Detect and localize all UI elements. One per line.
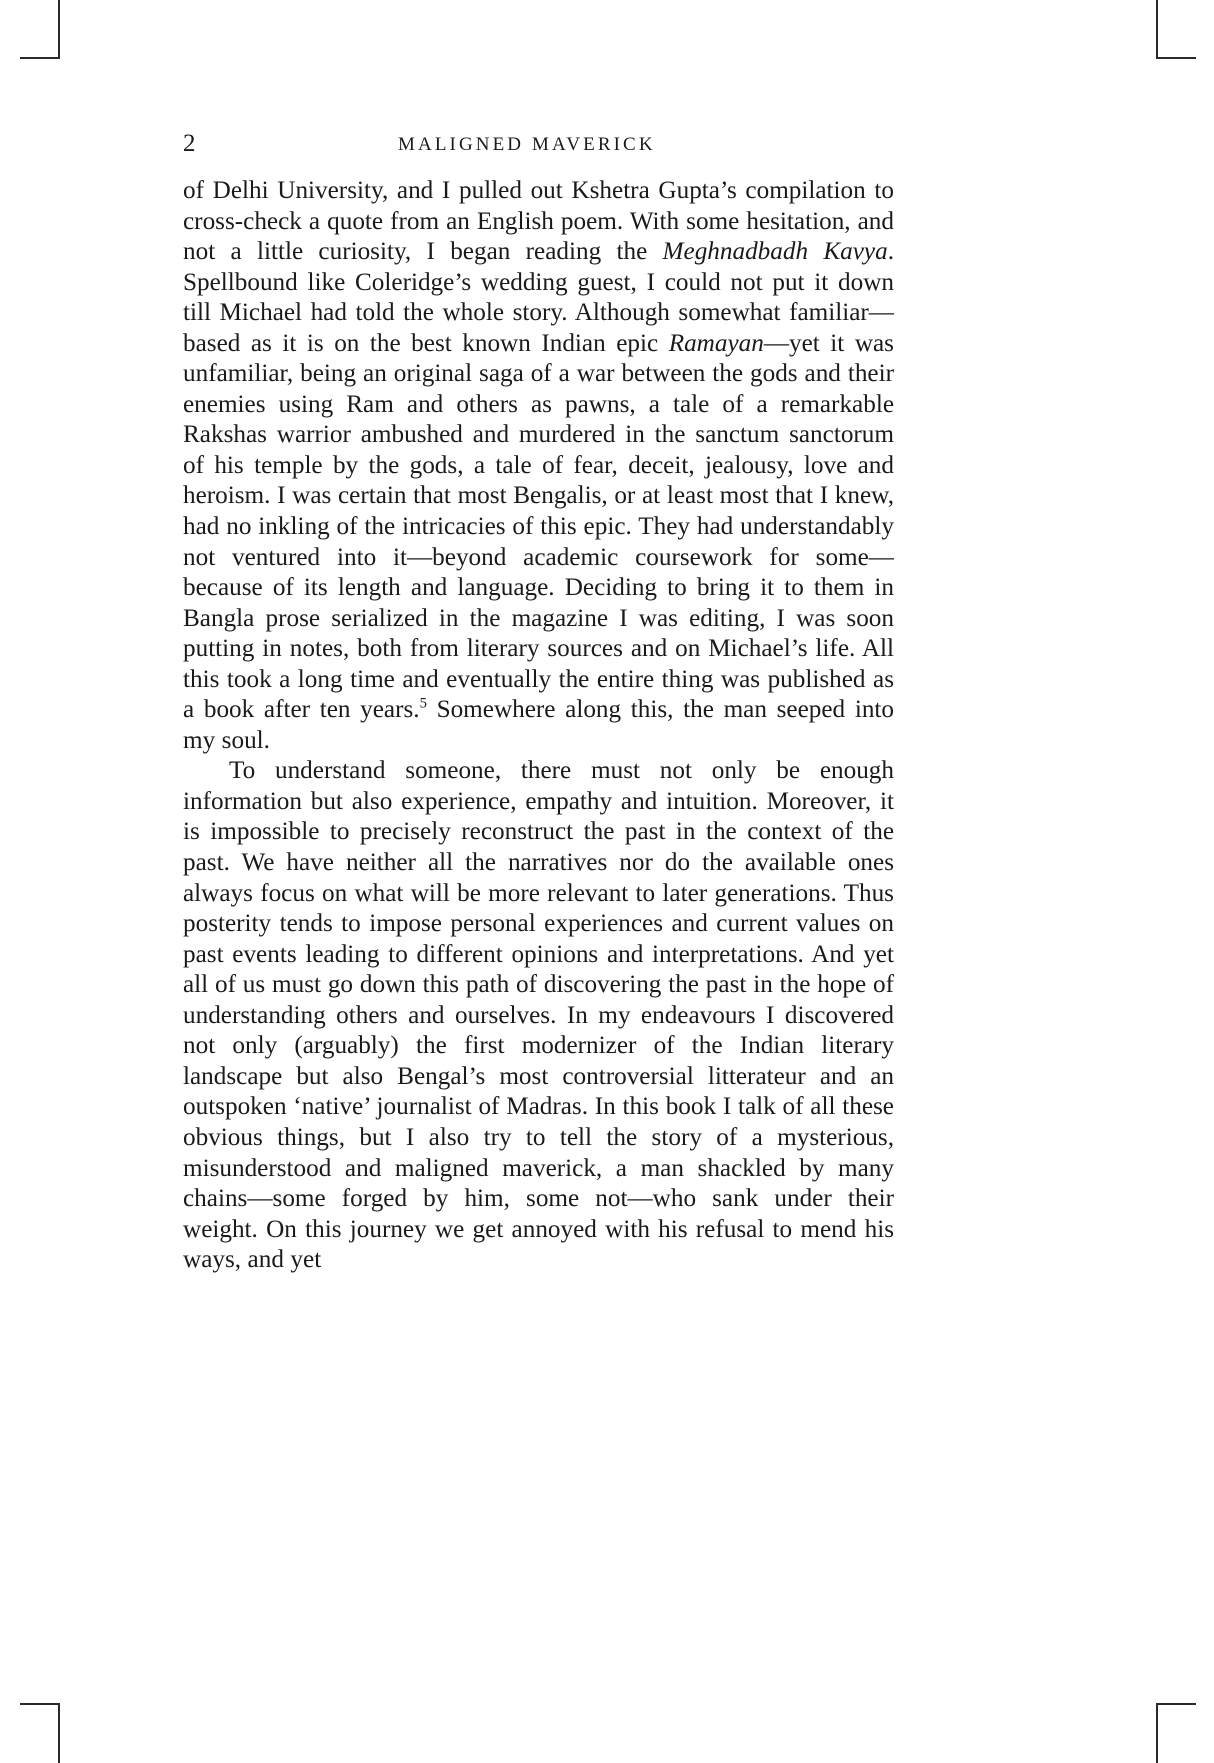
- crop-mark-vertical-rule: [58, 0, 60, 58]
- running-header: [183, 128, 895, 160]
- page-number: 2: [183, 130, 196, 157]
- footnote-marker: 5: [419, 695, 427, 712]
- crop-mark-top-left-icon: [20, 0, 60, 59]
- italic-title: Meghnadbadh Kavya: [662, 238, 888, 266]
- crop-mark-horizontal-rule: [20, 57, 60, 59]
- crop-mark-bottom-right-icon: [1156, 1703, 1196, 1763]
- crop-mark-horizontal-rule: [20, 1703, 60, 1705]
- body-text-block: [183, 176, 894, 1276]
- text-run: —yet it was unfamiliar, being an original saga of a war between the gods and their enemies using Ram and others as pawns, a tale of a remarkable Rakshas warrior ambushed and murdered in the sanctum sanctorum of his temple by the gods, a tale of fear, deceit, jealousy, love and heroism. I was certain that most Bengalis, or at least most that I knew, had no inkling of the intricacies of this epic. They had understandably not ventured into it—beyond academic coursework for some—because of its length and language. Deciding to bring it to them in Bangla prose serialized in the magazine I was editing, I was soon putting in notes, both from literary sources and on Michael’s life. All this took a long time and eventually the entire thing was published as a book after ten years.: [183, 329, 894, 724]
- text-run: of Delhi University, and I pulled out Kshetra Gupta’s compilation to cross-check a quote from an English poem. With some hesitation, and not a little curiosity, I began reading the: [183, 177, 894, 266]
- crop-mark-vertical-rule: [1156, 1705, 1158, 1763]
- text-run: To understand someone, there must not only be enough information but also experience, empathy and intuition. Moreover, it is impossible to precisely reconstruct the past in the context of the past. We have neither all the narratives nor do the available ones always focus on what will be more relevant to later generations. Thus posterity tends to impose personal experiences and current values on past events leading to different opinions and interpretations. And yet all of us must go down this path of discovering the past in the hope of understanding others and ourselves. In my endeavours I discovered not only (arguably) the first modernizer of the Indian literary landscape but also Bengal’s most controversial litterateur and an outspoken ‘native’ journalist of Madras. In this book I talk of all these obvious things, but I also try to tell the story of a mysterious, misunderstood and maligned maverick, a man shackled by many chains—some forged by him, some not—who sank under their weight. On this journey we get annoyed with his refusal to mend his ways, and yet: [183, 757, 894, 1274]
- text-run: Somewhere along this, the man seeped into my soul.: [183, 696, 895, 754]
- crop-mark-vertical-rule: [1156, 0, 1158, 58]
- crop-mark-top-right-icon: [1156, 0, 1196, 59]
- italic-title: Ramayan: [668, 329, 764, 357]
- crop-mark-horizontal-rule: [1156, 57, 1196, 59]
- crop-mark-horizontal-rule: [1156, 1703, 1196, 1705]
- crop-mark-bottom-left-icon: [20, 1703, 60, 1763]
- running-head-title: MALIGNED MAVERICK: [398, 134, 656, 155]
- paragraph: [183, 176, 894, 756]
- crop-mark-vertical-rule: [58, 1705, 60, 1763]
- text-run: . Spellbound like Coleridge’s wedding guest, I could not put it down till Michael had told the whole story. Although somewhat familiar—based as it is on the best known Indian epic: [183, 238, 894, 357]
- paragraph: [183, 756, 894, 1275]
